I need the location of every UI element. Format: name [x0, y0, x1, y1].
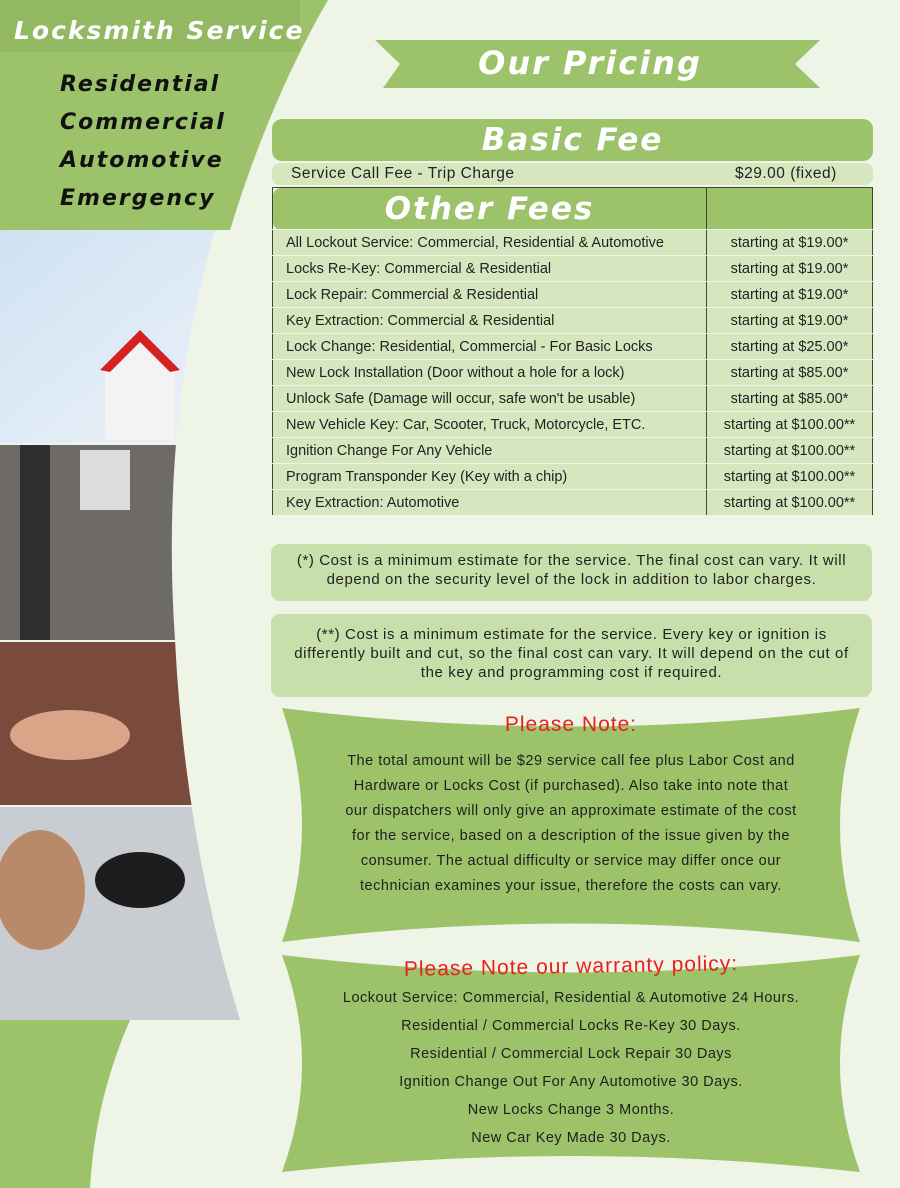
other-fees-title: Other Fees	[273, 188, 707, 230]
please-note-line: Hardware or Locks Cost (if purchased). Also take into note that	[353, 778, 789, 794]
category-automotive: Automotive	[60, 148, 224, 173]
footnote-single-star	[271, 544, 872, 601]
category-emergency: Emergency	[60, 186, 216, 211]
fee-row	[273, 256, 873, 282]
fee-service: New Lock Installation (Door without a hole for a lock)	[273, 360, 707, 386]
brand-name: Locksmith Service	[14, 16, 305, 45]
fee-price: starting at $85.00*	[707, 360, 873, 386]
please-note-text	[282, 749, 860, 899]
other-fees-table	[272, 187, 873, 516]
fee-service: Key Extraction: Automotive	[273, 490, 707, 516]
basic-fee-price: $29.00 (fixed)	[735, 165, 837, 182]
fee-row	[273, 490, 873, 516]
fee-service: Locks Re-Key: Commercial & Residential	[273, 256, 707, 282]
basic-fee-title: Basic Fee	[272, 119, 873, 161]
fee-row	[273, 438, 873, 464]
warranty-item: New Locks Change 3 Months.	[467, 1102, 675, 1118]
fee-service: Lock Repair: Commercial & Residential	[273, 282, 707, 308]
please-note-line: our dispatchers will only give an approximate estimate of the cost	[345, 803, 797, 819]
warranty-item: Residential / Commercial Locks Re-Key 30 Days.	[401, 1018, 741, 1034]
fee-price: starting at $19.00*	[707, 256, 873, 282]
fee-price: starting at $19.00*	[707, 282, 873, 308]
fee-price: starting at $100.00**	[707, 412, 873, 438]
footnote-text: (*) Cost is a minimum estimate for the service. The final cost can vary. It will depend on the security level of the lock in addition to labor charges.	[296, 552, 847, 588]
please-note-line: The total amount will be $29 service call fee plus Labor Cost and	[347, 753, 795, 769]
fee-row	[273, 230, 873, 256]
fee-price: starting at $100.00**	[707, 490, 873, 516]
fee-price: starting at $19.00*	[707, 230, 873, 256]
fee-row	[273, 386, 873, 412]
fee-row	[273, 464, 873, 490]
fee-price: starting at $100.00**	[707, 438, 873, 464]
category-residential: Residential	[60, 72, 221, 97]
fee-service: Lock Change: Residential, Commercial - For Basic Locks	[273, 334, 707, 360]
please-note-line: consumer. The actual difficulty or service may differ once our	[360, 853, 782, 869]
basic-fee-label: Service Call Fee - Trip Charge	[291, 165, 515, 182]
sidebar-bottom-panel	[0, 1020, 130, 1188]
please-note-line: for the service, based on a description of the issue given by the	[352, 828, 790, 844]
fee-row	[273, 308, 873, 334]
fee-service: All Lockout Service: Commercial, Residential & Automotive	[273, 230, 707, 256]
footnote-text: (**) Cost is a minimum estimate for the service. Every key or ignition is differently built and cut, so the final cost can vary. It will depend on the cut of the key and programming cost if required.	[294, 626, 849, 681]
warranty-item: Lockout Service: Commercial, Residential & Automotive 24 Hours.	[342, 990, 800, 1006]
fee-service: Program Transponder Key (Key with a chip)	[273, 464, 707, 490]
fee-row	[273, 412, 873, 438]
page-title: Our Pricing	[478, 44, 702, 82]
fee-row	[273, 360, 873, 386]
footnote-double-star	[271, 614, 872, 697]
category-commercial: Commercial	[60, 110, 226, 135]
warranty-item: Residential / Commercial Lock Repair 30 Days	[410, 1046, 732, 1062]
warranty-item: New Car Key Made 30 Days.	[471, 1130, 671, 1146]
fee-service: Unlock Safe (Damage will occur, safe won't be usable)	[273, 386, 707, 412]
fee-row	[273, 334, 873, 360]
fee-price: starting at $85.00*	[707, 386, 873, 412]
please-note-title: Please Note:	[504, 713, 638, 736]
fee-price: starting at $100.00**	[707, 464, 873, 490]
fee-price: starting at $19.00*	[707, 308, 873, 334]
other-fees-price-header	[707, 188, 873, 230]
fee-price: starting at $25.00*	[707, 334, 873, 360]
fee-service: New Vehicle Key: Car, Scooter, Truck, Motorcycle, ETC.	[273, 412, 707, 438]
fee-service: Key Extraction: Commercial & Residential	[273, 308, 707, 334]
fee-service: Ignition Change For Any Vehicle	[273, 438, 707, 464]
other-fees-header	[273, 188, 873, 230]
basic-fee-row	[272, 163, 873, 185]
warranty-item: Ignition Change Out For Any Automotive 30 Days.	[399, 1074, 743, 1090]
warranty-title: Please Note our warranty policy:	[403, 952, 739, 981]
fee-row	[273, 282, 873, 308]
warranty-list	[282, 984, 860, 1152]
please-note-line: technician examines your issue, therefore the costs can vary.	[360, 878, 782, 894]
